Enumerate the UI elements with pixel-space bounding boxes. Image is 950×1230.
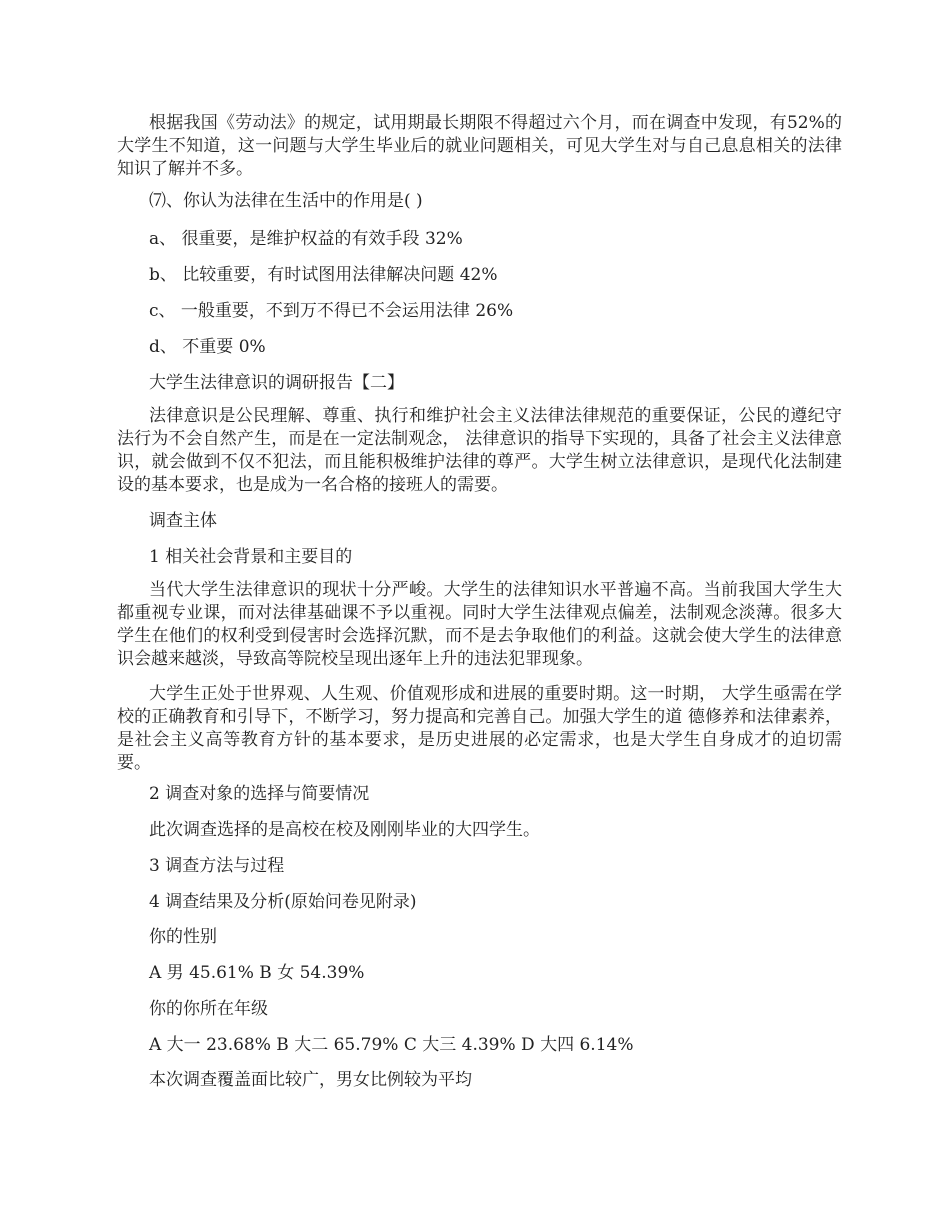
question-7-option-d: d、 不重要 0% xyxy=(149,337,266,357)
report-2-heading: 大学生法律意识的调研报告【二】 xyxy=(149,373,404,393)
question-7-option-b: b、 比较重要，有时试图用法律解决问题 42% xyxy=(149,265,498,285)
question-7: ⑺、你认为法律在生活中的作用是( ) xyxy=(149,191,423,211)
paragraph-current-situation: 当代大学生法律意识的现状十分严峻。大学生的法律知识水平普遍不高。当前我国大学生大都重视专业课，而对法律基础课不予以重视。同时大学生法律观点偏差，法制观念淡薄。很多大学生在他们的权利受到侵害时会选择沉默，而不是去争取他们的利益。这就会使大学生的法律意识会越来越淡，导致高等院校呈现出逐年上升的违法犯罪现象。 xyxy=(117,580,842,669)
grade-question: 你的你所在年级 xyxy=(149,999,268,1019)
gender-question: 你的性别 xyxy=(149,927,217,947)
paragraph-legal-awareness: 法律意识是公民理解、尊重、执行和维护社会主义法律法律规范的重要保证，公民的遵纪守法行为不会自然产生，而是在一定法制观念， 法律意识的指导下实现的，具备了社会主义法律意识，就会做到不仅不犯法，而且能积极维护法律的尊严。大学生树立法律意识，是现代化法制建设的基本要求，也是成为一名合格的接班人的需要。 xyxy=(117,406,842,495)
question-7-option-c: c、 一般重要，不到万不得已不会运用法律 26% xyxy=(149,301,514,321)
summary-line: 本次调查覆盖面比较广，男女比例较为平均 xyxy=(149,1070,472,1090)
section-2-text: 此次调查选择的是高校在校及刚刚毕业的大四学生。 xyxy=(149,820,540,840)
gender-answer: A 男 45.61% B 女 54.39% xyxy=(149,963,365,983)
grade-answer: A 大一 23.68% B 大二 65.79% C 大三 4.39% D 大四 6.14% xyxy=(149,1035,634,1055)
question-7-option-a: a、 很重要，是维护权益的有效手段 32% xyxy=(149,229,463,249)
section-3-heading: 3 调查方法与过程 xyxy=(149,856,285,876)
section-1-heading: 1 相关社会背景和主要目的 xyxy=(149,547,353,567)
paragraph-critical-period: 大学生正处于世界观、人生观、价值观形成和进展的重要时期。这一时期， 大学生亟需在学校的正确教育和引导下，不断学习，努力提高和完善自己。加强大学生的道 德修养和法律素养，是社会主义高等教育方针的基本要求，是历史进展的必定需求，也是大学生自身成才的迫切需要。 xyxy=(117,684,842,773)
section-survey-subject: 调查主体 xyxy=(149,511,217,531)
section-2-heading: 2 调查对象的选择与简要情况 xyxy=(149,784,370,804)
paragraph-labor-law: 根据我国《劳动法》的规定，试用期最长期限不得超过六个月，而在调查中发现，有52%的大学生不知道，这一问题与大学生毕业后的就业问题相关，可见大学生对与自己息息相关的法律知识了解并不多。 xyxy=(117,113,842,179)
section-4-heading: 4 调查结果及分析(原始问卷见附录) xyxy=(149,892,417,912)
